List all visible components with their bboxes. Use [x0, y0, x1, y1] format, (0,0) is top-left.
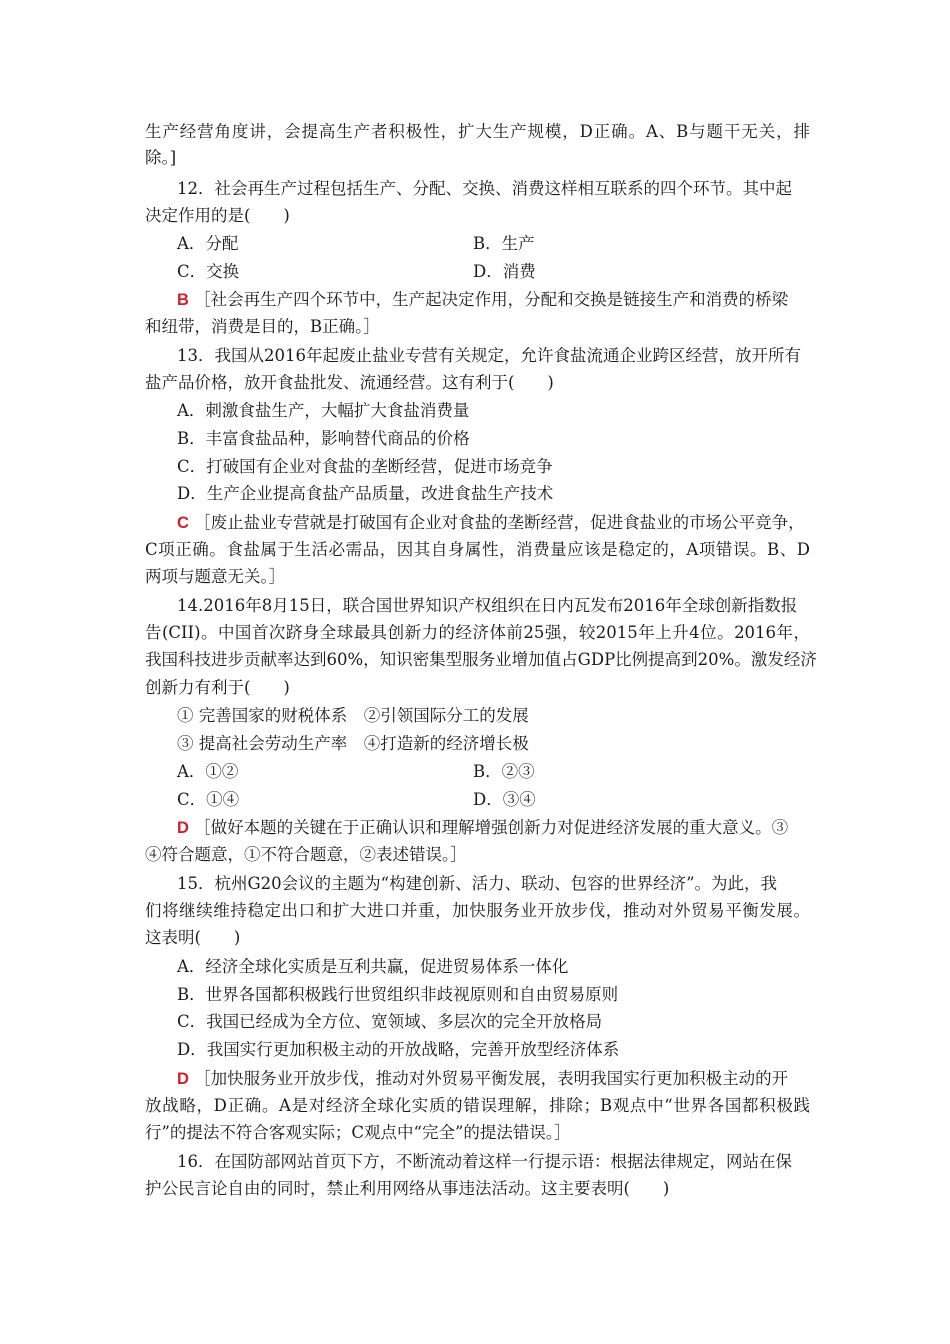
statement-row: ① 完善国家的财税体系 ②引领国际分工的发展 [177, 706, 529, 725]
answer-14 [177, 815, 810, 841]
answer-explanation: 和纽带，消费是目的，B正确。］ [145, 317, 380, 336]
answer-letter: B [177, 291, 189, 309]
question-16-stem: 护公民言论自由的同时，禁止利用网络从事违法活动。这主要表明( ) [145, 1179, 670, 1198]
question-14-stem: 创新力有利于( ) [145, 678, 290, 697]
answer-12 [177, 287, 810, 313]
question-13-stem: 盐产品价格，放开食盐批发、流通经营。这有利于( ) [145, 373, 554, 392]
question-12-options-row [177, 259, 777, 285]
question-14-stem: 14.2016年8月15日，联合国世界知识产权组织在日内瓦发布2016年全球创新指数报 [177, 596, 798, 615]
answer-explanation: C项正确。食盐属于生活必需品，因其自身属性，消费量应该是稳定的，A项错误。B、D [145, 540, 810, 559]
question-15-stem: 15．杭州G20会议的主题为“构建创新、活力、联动、包容的世界经济”。为此，我 [177, 874, 778, 893]
option-a: A．刺激食盐生产，大幅扩大食盐消费量 [177, 401, 470, 420]
question-14-stem: 告(CII)。中国首次跻身全球最具创新力的经济体前25强，较2015年上升4位。2016年， [145, 623, 810, 642]
option-d: D．③④ [473, 790, 536, 809]
answer-explanation: ［社会再生产四个环节中，生产起决定作用，分配和交换是链接生产和消费的桥梁 [194, 290, 789, 309]
option-d: D．生产企业提高食盐产品质量，改进食盐生产技术 [177, 484, 554, 503]
option-b: B．世界各国都积极践行世贸组织非歧视原则和自由贸易原则 [177, 985, 619, 1004]
question-15-stem: 们将继续维持稳定出口和扩大进口并重，加快服务业开放步伐，推动对外贸易平衡发展。 [145, 901, 810, 920]
question-12-stem: 12．社会再生产过程包括生产、分配、交换、消费这样相互联系的四个环节。其中起 [177, 179, 792, 198]
option-b: B．生产 [473, 234, 535, 253]
question-15-stem: 这表明( ) [145, 928, 241, 947]
option-a: A．经济全球化实质是互利共赢，促进贸易体系一体化 [177, 957, 569, 976]
answer-15 [177, 1066, 810, 1092]
answer-letter: D [177, 1070, 189, 1088]
option-a: A．①② [177, 762, 239, 781]
answer-explanation: 行”的提法不符合客观实际；C观点中“完全”的提法错误。］ [145, 1123, 571, 1142]
option-c: C．打破国有企业对食盐的垄断经营，促进市场竞争 [177, 457, 553, 476]
question-14-options-row [177, 759, 777, 785]
question-14-options-row [177, 787, 777, 813]
answer-letter: C [177, 514, 189, 532]
option-c: C．我国已经成为全方位、宽领域、多层次的完全开放格局 [177, 1012, 603, 1031]
option-d: D．消费 [473, 262, 536, 281]
option-a: A．分配 [177, 234, 239, 253]
question-16-stem: 16．在国防部网站首页下方，不断流动着这样一行提示语：根据法律规定，网站在保 [177, 1152, 792, 1171]
question-12-options-row [177, 231, 777, 257]
option-c: C．①④ [177, 790, 240, 809]
answer-explanation: ［加快服务业开放步伐，推动对外贸易平衡发展，表明我国实行更加积极主动的开 [194, 1069, 789, 1088]
option-d: D．我国实行更加积极主动的开放战略，完善开放型经济体系 [177, 1040, 620, 1059]
answer-explanation: 放战略，D正确。A是对经济全球化实质的错误理解，排除；B观点中“世界各国都积极践 [145, 1096, 810, 1115]
answer-letter: D [177, 819, 189, 837]
answer-explanation: ［做好本题的关键在于正确认识和理解增强创新力对促进经济发展的重大意义。③ [194, 818, 789, 837]
text-line: 除。] [145, 148, 177, 167]
option-b: B．丰富食盐品种，影响替代商品的价格 [177, 429, 470, 448]
question-14-stem: 我国科技进步贡献率达到60%，知识密集型服务业增加值占GDP比例提高到20%。激发经济 [145, 650, 817, 669]
question-12-stem: 决定作用的是( ) [145, 206, 290, 225]
text-line: 生产经营角度讲，会提高生产者积极性，扩大生产规模，D正确。A、B与题干无关，排 [145, 122, 810, 141]
question-13-stem: 13．我国从2016年起废止盐业专营有关规定，允许食盐流通企业跨区经营，放开所有 [177, 346, 801, 365]
statement-row: ③ 提高社会劳动生产率 ④打造新的经济增长极 [177, 734, 529, 753]
option-b: B．②③ [473, 762, 535, 781]
option-c: C．交换 [177, 262, 240, 281]
answer-13 [177, 510, 810, 536]
answer-explanation: ④符合题意，①不符合题意，②表述错误。］ [145, 845, 467, 864]
answer-explanation: 两项与题意无关。］ [145, 567, 286, 586]
answer-explanation: ［废止盐业专营就是打破国有企业对食盐的垄断经营，促进食盐业的市场公平竞争， [194, 513, 805, 532]
